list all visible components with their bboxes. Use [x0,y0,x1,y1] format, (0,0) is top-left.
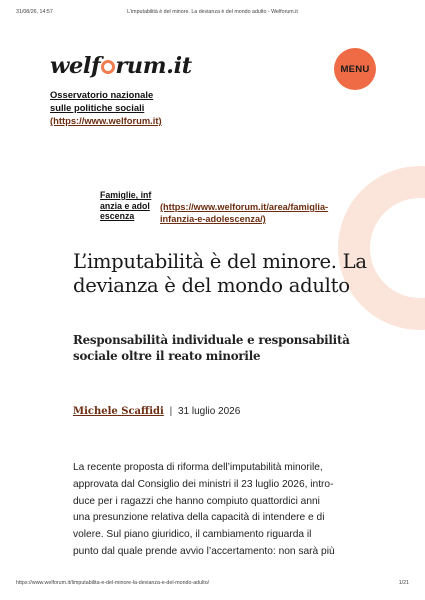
logo-watermark-icon [330,158,425,338]
print-url: https://www.welforum.it/limputabilita-e-del-minore-la-devianza-e-del-mondo-adulto/ [16,580,210,586]
logo-text-after: rum.it [115,53,192,79]
tagline-url[interactable]: (https://www.welforum.it) [50,115,162,126]
article-subtitle: Responsabilità individuale e responsabilità sociale oltre il reato minorile [73,333,350,363]
author-link[interactable]: Michele Scaffidi [73,406,164,417]
body-line: approvata dal Consiglio dei ministri il 23 luglio 2026, intro- [73,478,334,490]
site-tagline[interactable] [50,88,250,127]
article-date: 31 luglio 2026 [178,406,241,417]
body-line: volere. Sul piano giuridico, il cambiamento riguarda il [73,529,312,541]
article-body [73,460,353,561]
body-line: punto dal quale prende avvio l’accertamento: non sarà più [73,545,335,557]
print-header [16,9,409,19]
article-byline [73,406,373,418]
logo-o-icon [101,60,115,74]
category-link[interactable]: Famiglie, infanzia e adolescenza [100,190,152,221]
body-line: duce per i ragazzi che hanno compiuto quattordici anni [73,495,320,507]
print-page-number: 1/21 [398,580,409,586]
article-title: L’imputabilità è del minore. La devianza è del mondo adulto [73,250,367,297]
print-footer [16,580,409,590]
welforum-logo[interactable] [50,53,192,79]
print-datetime: 31/08/26, 14:57 [16,9,53,15]
byline-separator: | [169,406,173,417]
print-page-title: L’imputabilità è del minore. La devianza è del mondo adulto - Welforum.it [127,9,298,15]
menu-button[interactable]: MENU [334,48,376,90]
logo-text-before: welf [50,53,101,79]
tagline-line-2: sulle politiche sociali [50,102,145,113]
category-url[interactable]: (https://www.welforum.it/area/famiglia-infanzia-e-adolescenza/) [160,202,329,224]
body-line: La recente proposta di riforma dell’imputabilità minorile, [73,462,323,473]
body-line: una presunzione relativa della capacità di intendere e di [73,512,325,524]
tagline-line-1: Osservatorio nazionale [50,89,154,100]
